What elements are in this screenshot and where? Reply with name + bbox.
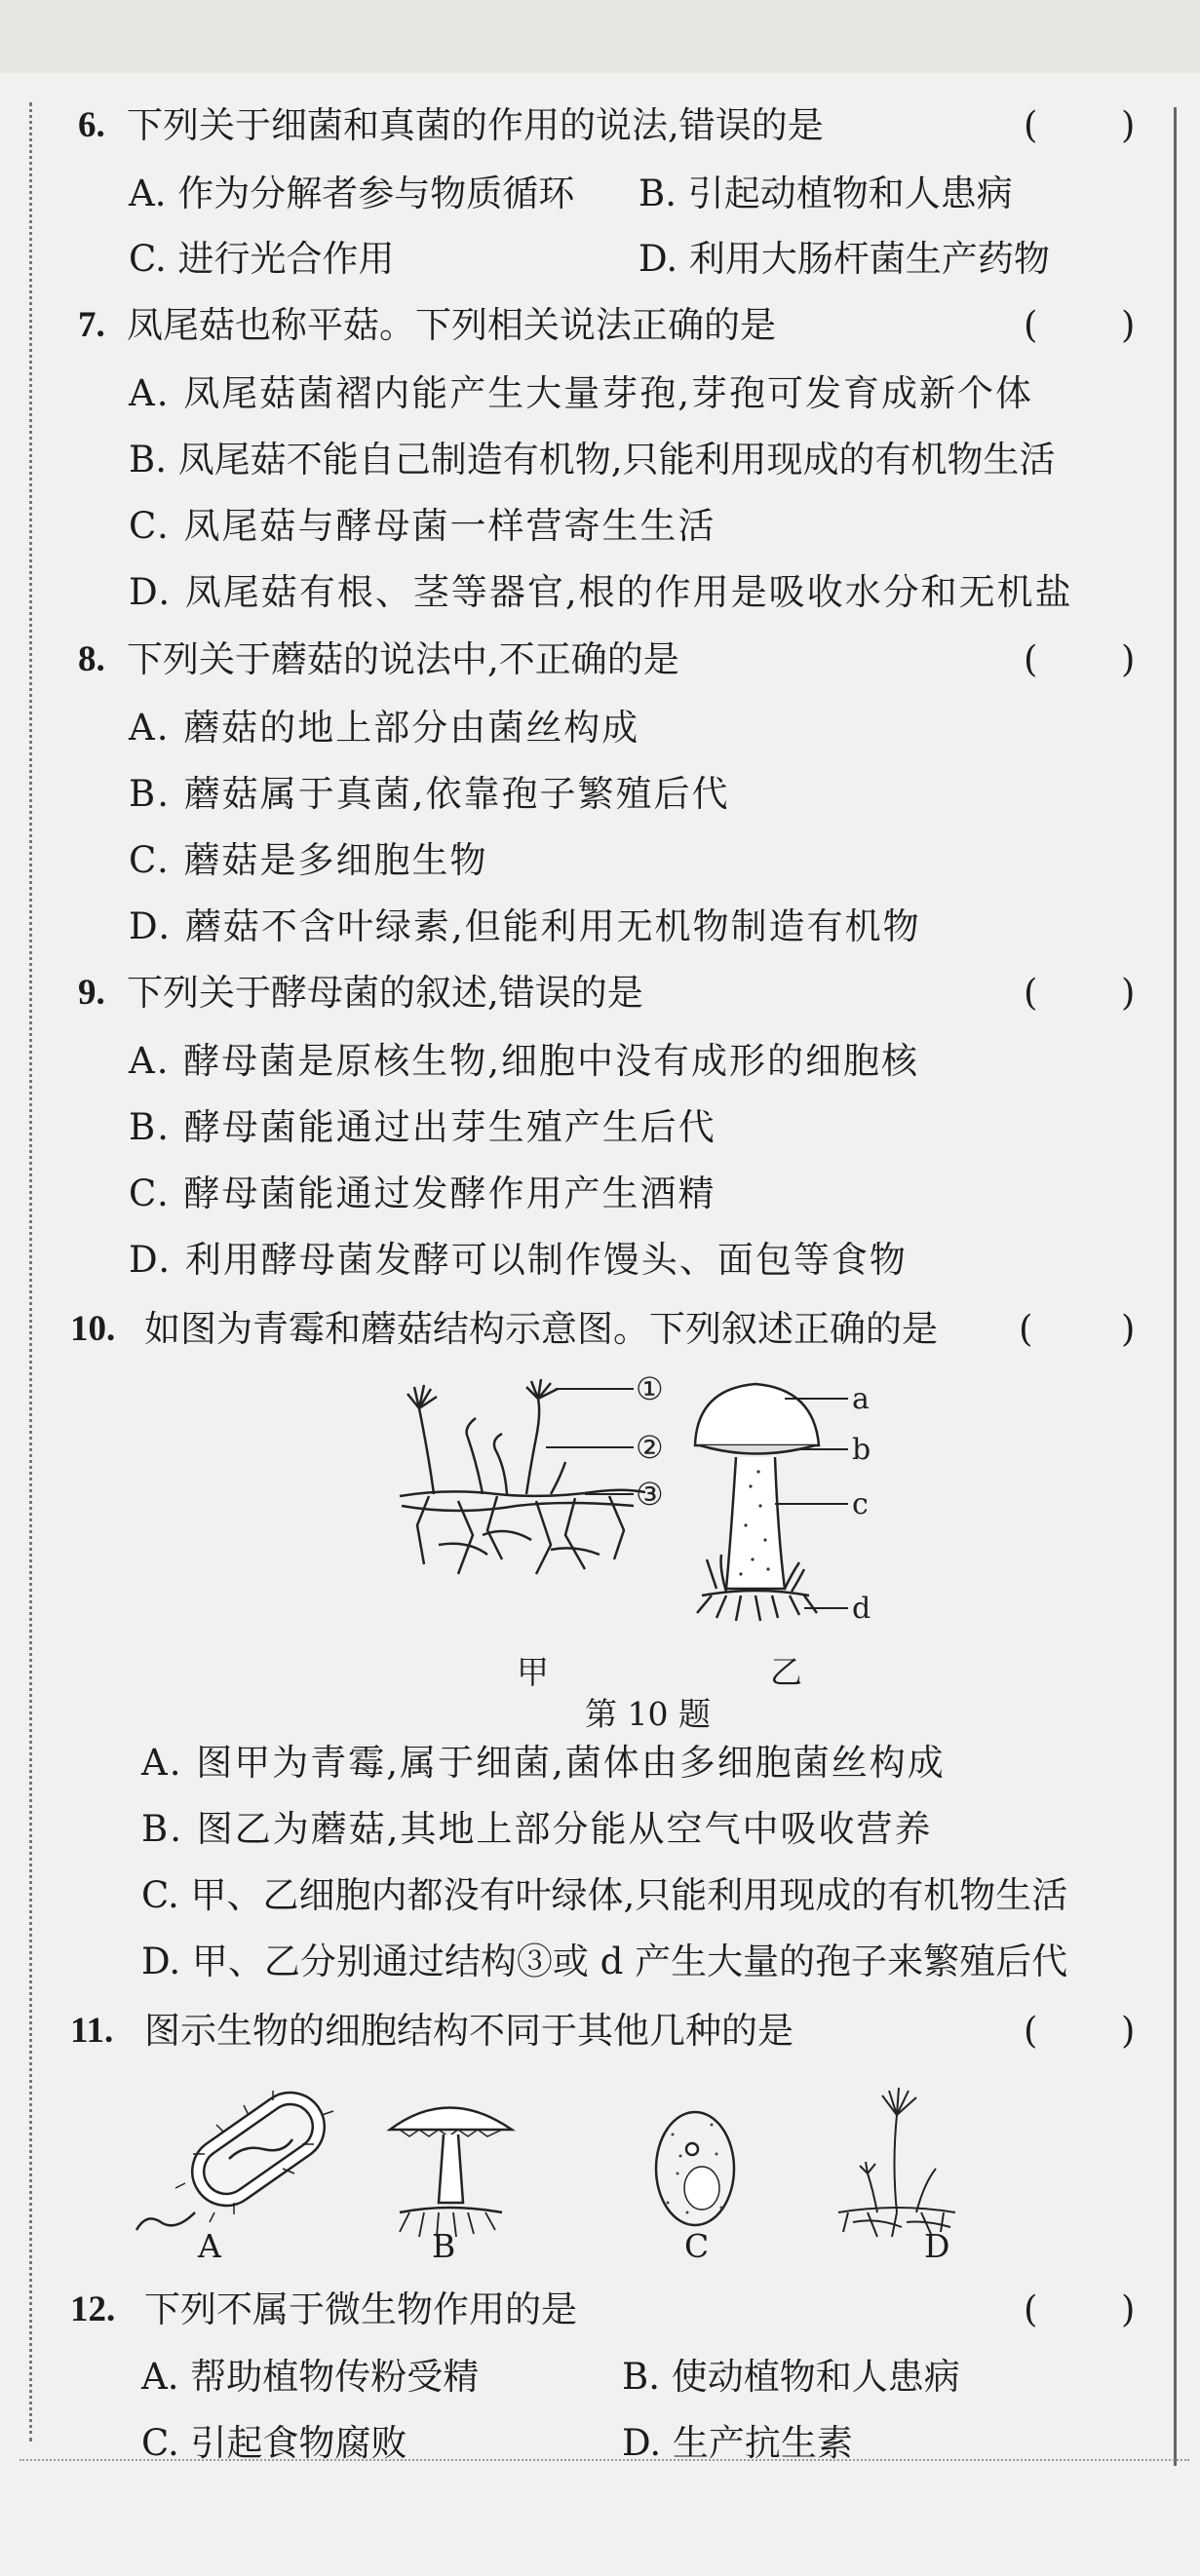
option-b: B. 图乙为蘑菇,其地上部分能从空气中吸收营养 <box>141 1808 933 1850</box>
question-12 <box>0 2277 1200 2343</box>
answer-bracket-open: ( <box>1024 972 1038 1014</box>
label-d: d <box>852 1592 871 1626</box>
question-stem: 如图为青霉和蘑菇结构示意图。下列叙述正确的是 <box>144 1308 938 1350</box>
option-b: B. 凤尾菇不能自己制造有机物,只能利用现成的有机物生活 <box>129 439 1056 481</box>
label-a: a <box>852 1382 870 1416</box>
option-d: D. 凤尾菇有根、茎等器官,根的作用是吸收水分和无机盐 <box>129 571 1073 613</box>
answer-bracket-open: ( <box>1024 2010 1038 2052</box>
option-c: C. 蘑菇是多细胞生物 <box>129 839 488 881</box>
option-d: D. 利用大肠杆菌生产药物 <box>639 238 1050 280</box>
penicillium-drawing <box>400 1379 645 1574</box>
question-10 <box>0 1296 1200 1363</box>
question-number: 8. <box>78 639 105 679</box>
option-d: D. 生产抗生素 <box>622 2422 853 2464</box>
question-8 <box>0 627 1200 693</box>
options-row <box>0 2410 1200 2477</box>
question-7 <box>0 292 1200 359</box>
label-b: b <box>852 1433 871 1467</box>
answer-bracket-close: ) <box>1121 104 1136 146</box>
option-a: A. 图甲为青霉,属于细菌,菌体由多细胞菌丝构成 <box>141 1742 946 1784</box>
label-c: c <box>852 1487 869 1521</box>
answer-bracket-close: ) <box>1121 2010 1136 2052</box>
figure-label-jia: 甲 <box>517 1653 549 1691</box>
figure-caption: 第 10 题 <box>585 1695 711 1733</box>
question-stem: 下列不属于微生物作用的是 <box>144 2288 577 2330</box>
option-a: A. 凤尾菇菌褶内能产生大量芽孢,芽孢可发育成新个体 <box>129 372 1034 414</box>
figure-label-c: C <box>684 2227 710 2265</box>
question-6 <box>0 93 1200 159</box>
figure-label-a: A <box>198 2227 221 2265</box>
question-11 <box>0 1998 1200 2064</box>
option-b: B. 引起动植物和人患病 <box>639 173 1013 214</box>
answer-bracket-open: ( <box>1024 2288 1038 2330</box>
options-row <box>0 226 1200 292</box>
figure-label-yi: 乙 <box>770 1653 802 1691</box>
label-structure-1: ① <box>636 1370 664 1407</box>
answer-bracket-close: ) <box>1121 972 1136 1014</box>
answer-bracket-close: ) <box>1121 304 1136 346</box>
answer-bracket-open: ( <box>1019 1308 1033 1350</box>
question-number: 9. <box>78 973 105 1013</box>
answer-bracket-open: ( <box>1024 104 1038 146</box>
q11-figure <box>127 2076 1004 2271</box>
option-c: C. 酵母菌能通过发酵作用产生酒精 <box>129 1173 716 1214</box>
options-row <box>0 161 1200 227</box>
question-9 <box>0 960 1200 1026</box>
question-stem: 图示生物的细胞结构不同于其他几种的是 <box>144 2010 794 2052</box>
option-c: C. 引起食物腐败 <box>141 2422 407 2464</box>
options-row <box>0 2344 1200 2410</box>
answer-bracket-open: ( <box>1024 638 1038 680</box>
question-number: 11. <box>70 2011 114 2051</box>
option-c: C. 进行光合作用 <box>129 238 395 280</box>
question-number: 7. <box>78 305 105 345</box>
figure-label-b: B <box>432 2227 456 2265</box>
mushroom-drawing <box>695 1384 819 1621</box>
figure-label-d: D <box>924 2227 950 2265</box>
question-number: 6. <box>78 105 105 145</box>
option-a: A. 帮助植物传粉受精 <box>141 2356 480 2398</box>
question-number: 10. <box>70 1309 116 1349</box>
option-d: D. 蘑菇不含叶绿素,但能利用无机物制造有机物 <box>129 905 921 947</box>
answer-bracket-close: ) <box>1121 638 1136 680</box>
q10-figure <box>390 1369 897 1672</box>
option-c: C. 凤尾菇与酵母菌一样营寄生生活 <box>129 505 716 547</box>
label-structure-3: ③ <box>636 1476 664 1513</box>
question-stem: 凤尾菇也称平菇。下列相关说法正确的是 <box>127 304 776 346</box>
question-number: 12. <box>70 2289 116 2329</box>
question-stem: 下列关于蘑菇的说法中,不正确的是 <box>127 638 679 680</box>
option-d: D. 利用酵母菌发酵可以制作馒头、面包等食物 <box>129 1239 908 1281</box>
answer-bracket-close: ) <box>1121 1308 1136 1350</box>
label-structure-2: ② <box>636 1429 664 1466</box>
option-b: B. 使动植物和人患病 <box>622 2356 960 2398</box>
option-b: B. 蘑菇属于真菌,依靠孢子繁殖后代 <box>129 773 730 815</box>
option-c: C. 甲、乙细胞内都没有叶绿体,只能利用现成的有机物生活 <box>141 1874 1068 1916</box>
answer-bracket-open: ( <box>1024 304 1038 346</box>
page-top-shadow <box>0 0 1200 73</box>
option-b: B. 酵母菌能通过出芽生殖产生后代 <box>129 1106 716 1148</box>
option-a: A. 作为分解者参与物质循环 <box>129 173 575 214</box>
answer-bracket-close: ) <box>1121 2288 1136 2330</box>
option-d: D. 甲、乙分别通过结构③或 d 产生大量的孢子来繁殖后代 <box>141 1941 1068 1982</box>
question-stem: 下列关于细菌和真菌的作用的说法,错误的是 <box>127 104 824 146</box>
question-stem: 下列关于酵母菌的叙述,错误的是 <box>127 972 643 1014</box>
mushroom-drawing <box>390 2108 512 2238</box>
option-a: A. 酵母菌是原核生物,细胞中没有成形的细胞核 <box>129 1040 920 1082</box>
option-a: A. 蘑菇的地上部分由菌丝构成 <box>129 707 640 749</box>
penicillium-drawing <box>838 2088 955 2237</box>
bacterium-drawing <box>136 2079 338 2230</box>
